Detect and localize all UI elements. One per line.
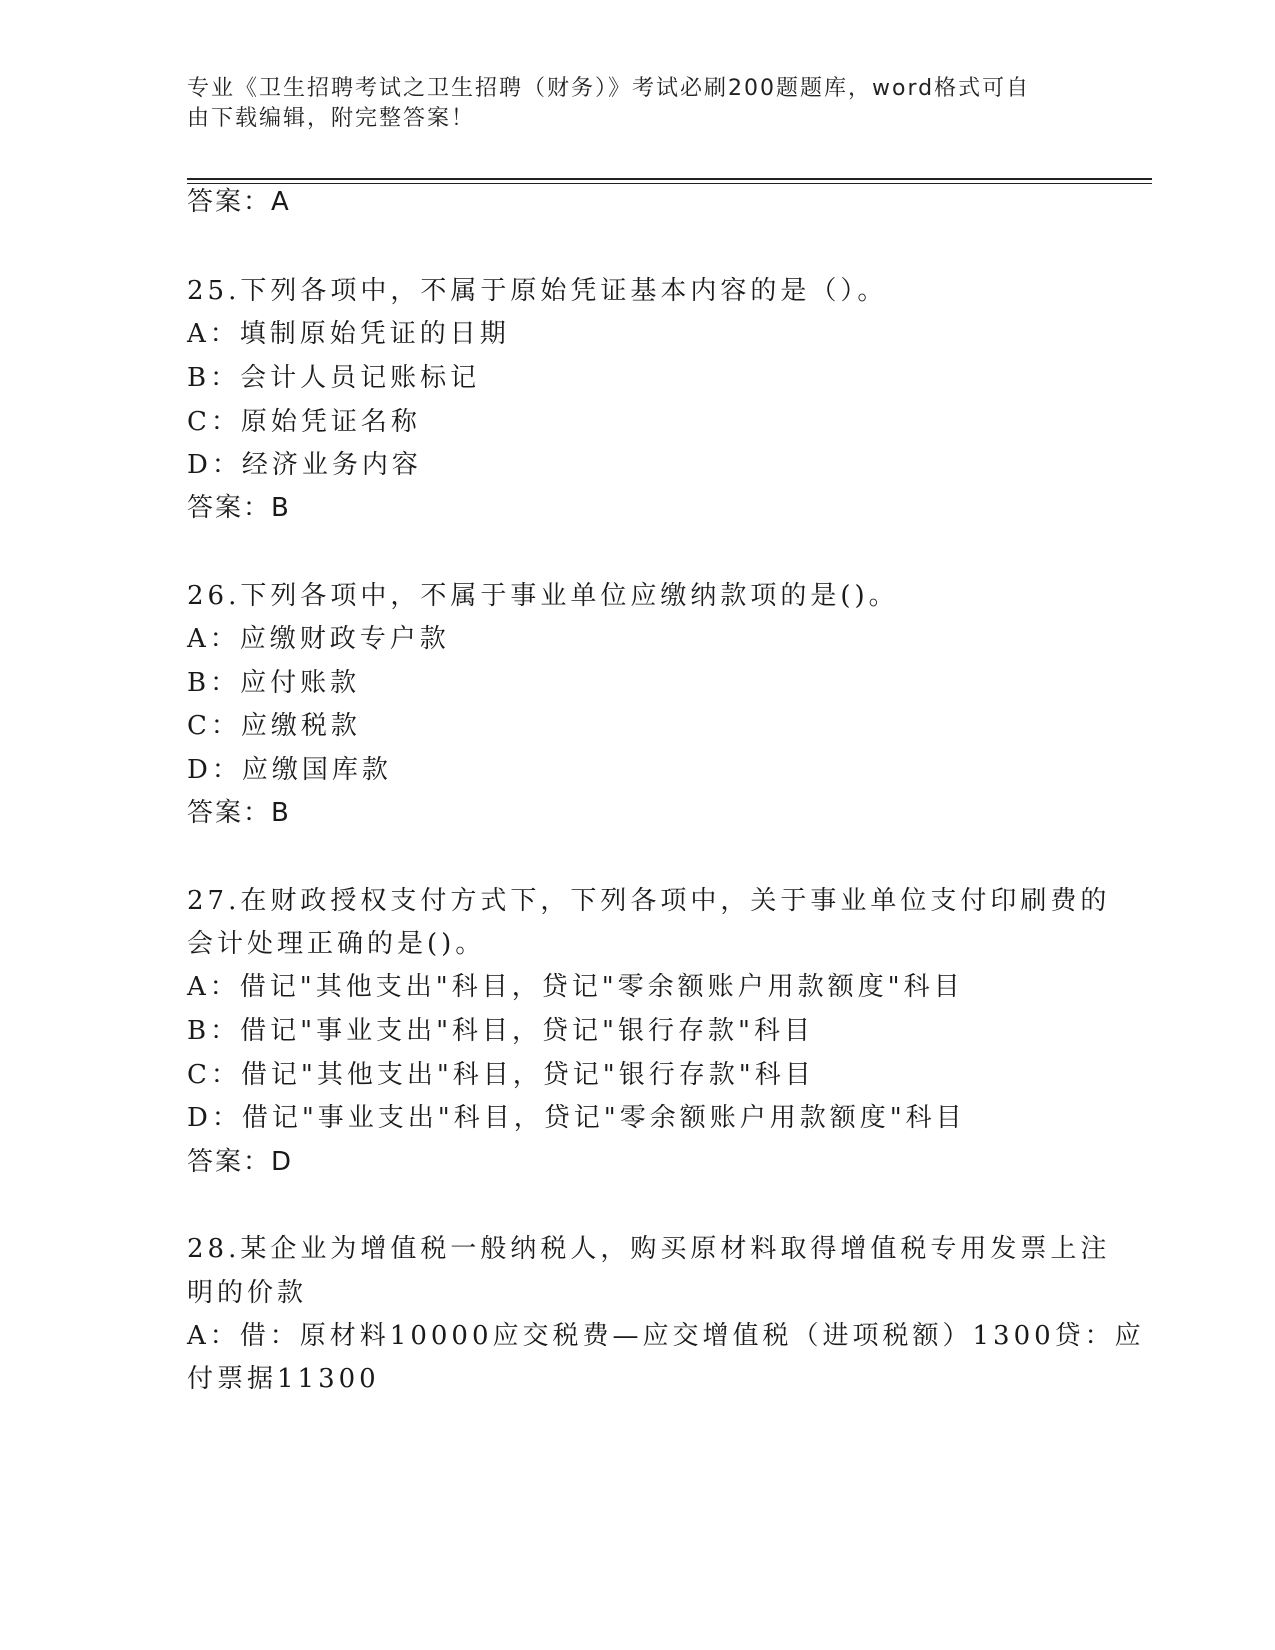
header-line-1: 专业《卫生招聘考试之卫生招聘（财务）》考试必刷200题题库，word格式可自 xyxy=(187,76,1031,101)
question-26-option-d: D：应缴国库款 xyxy=(187,755,392,785)
question-28-stem-line-1: 28.某企业为增值税一般纳税人，购买原材料取得增值税专用发票上注 xyxy=(187,1234,1111,1264)
answer-prev: 答案：A xyxy=(187,187,291,217)
question-27-option-c: C：借记"其他支出"科目，贷记"银行存款"科目 xyxy=(187,1060,815,1090)
question-25-option-a: A：填制原始凭证的日期 xyxy=(187,319,510,349)
question-27-stem-line-1: 27.在财政授权支付方式下，下列各项中，关于事业单位支付印刷费的 xyxy=(187,886,1111,916)
question-26-option-b: B：应付账款 xyxy=(187,668,361,698)
header-divider-thick xyxy=(187,178,1152,180)
question-28-option-a-line-1: A：借：原材料10000应交税费—应交增值税（进项税额）1300贷：应 xyxy=(187,1321,1145,1351)
question-25-stem: 25.下列各项中，不属于原始凭证基本内容的是（）。 xyxy=(187,276,888,306)
question-25-answer: 答案：B xyxy=(187,493,291,523)
question-25-option-c: C：原始凭证名称 xyxy=(187,407,421,437)
question-28-option-a-line-2: 付票据11300 xyxy=(187,1364,380,1394)
question-28-stem-line-2: 明的价款 xyxy=(187,1278,308,1308)
question-27-option-d: D：借记"事业支出"科目，贷记"零余额账户用款额度"科目 xyxy=(187,1103,966,1133)
question-27-stem-line-2: 会计处理正确的是()。 xyxy=(187,929,486,959)
header-divider-thin xyxy=(187,183,1152,184)
question-25-option-d: D：经济业务内容 xyxy=(187,450,422,480)
question-27-answer: 答案：D xyxy=(187,1147,294,1177)
question-27-option-a: A：借记"其他支出"科目，贷记"零余额账户用款额度"科目 xyxy=(187,972,964,1002)
question-26-stem: 26.下列各项中，不属于事业单位应缴纳款项的是()。 xyxy=(187,581,899,611)
header-line-2: 由下载编辑，附完整答案！ xyxy=(187,106,476,131)
question-26-option-c: C：应缴税款 xyxy=(187,711,361,741)
document-header xyxy=(187,74,1067,134)
question-26-answer: 答案：B xyxy=(187,798,291,828)
question-25-option-b: B：会计人员记账标记 xyxy=(187,363,481,393)
question-27-option-b: B：借记"事业支出"科目，贷记"银行存款"科目 xyxy=(187,1016,814,1046)
question-26-option-a: A：应缴财政专户款 xyxy=(187,624,450,654)
